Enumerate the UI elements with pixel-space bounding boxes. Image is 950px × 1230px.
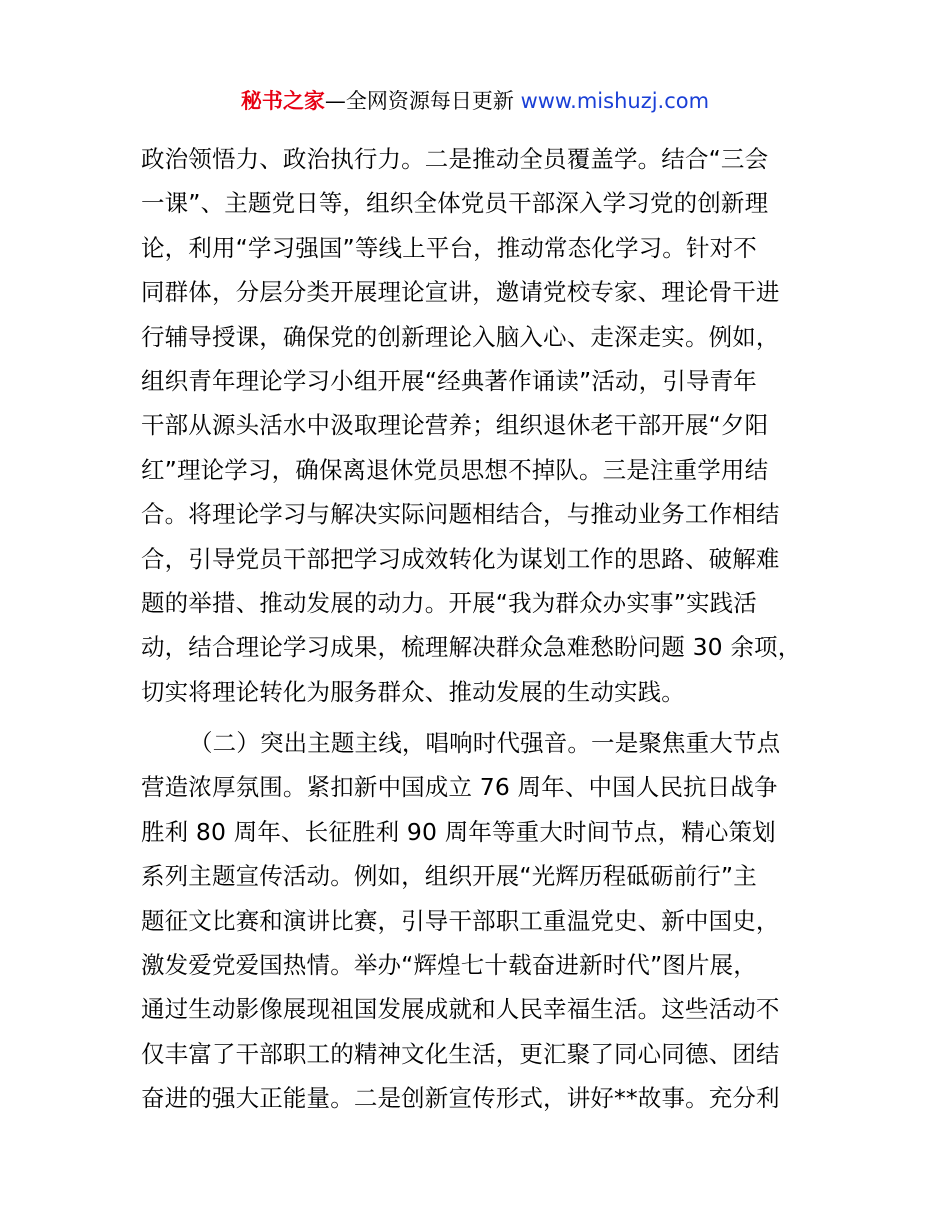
text-line: 系列主题宣传活动。例如，组织开展“光辉历程砥砺前行”主 <box>141 862 757 891</box>
text-line: 合。将理论学习与解决实际问题相结合，与推动业务工作相结 <box>141 500 780 529</box>
text-line: 同群体，分层分类开展理论宣讲，邀请党校专家、理论骨干进 <box>141 278 780 307</box>
text-line: 切实将理论转化为服务群众、推动发展的生动实践。 <box>141 677 685 706</box>
text-line: 组织青年理论学习小组开展“经典著作诵读”活动，引导青年 <box>141 366 757 395</box>
paragraph-1 <box>141 137 811 714</box>
text-line: 论，利用“学习强国”等线上平台，推动常态化学习。针对不 <box>141 233 757 262</box>
text-line: 营造浓厚氛围。紧扣新中国成立 76 周年、中国人民抗日战争 <box>141 773 778 802</box>
document-body <box>141 137 811 1121</box>
text-line: 奋进的强大正能量。二是创新宣传形式，讲好**故事。充分利 <box>141 1084 780 1113</box>
text-line: 题征文比赛和演讲比赛，引导干部职工重温党史、新中国史， <box>141 906 780 935</box>
text-line: 红”理论学习，确保离退休党员思想不掉队。三是注重学用结 <box>141 455 769 484</box>
text-line: 干部从源头活水中汲取理论营养；组织退休老干部开展“夕阳 <box>141 411 769 440</box>
paragraph-spacer <box>141 714 811 721</box>
header-brand: 秘书之家 <box>240 89 325 113</box>
text-line: 题的举措、推动发展的动力。开展“我为群众办实事”实践活 <box>141 588 757 617</box>
header-tagline: —全网资源每日更新 <box>324 89 514 113</box>
text-line: 仅丰富了干部职工的精神文化生活，更汇聚了同心同德、团结 <box>141 1039 780 1068</box>
text-line: 一课”、主题党日等，组织全体党员干部深入学习党的创新理 <box>141 189 769 218</box>
text-line: 激发爱党爱国热情。举办“辉煌七十载奋进新时代”图片展， <box>141 951 757 980</box>
page-header <box>0 86 950 116</box>
text-line: 通过生动影像展现祖国发展成就和人民幸福生活。这些活动不 <box>141 995 780 1024</box>
header-site-link[interactable]: www.mishuzj.com <box>520 89 710 113</box>
text-line: 政治领悟力、政治执行力。二是推动全员覆盖学。结合“三会 <box>141 145 769 173</box>
text-line: 动，结合理论学习成果，梳理解决群众急难愁盼问题 30 余项， <box>141 633 802 662</box>
text-line: 胜利 80 周年、长征胜利 90 周年等重大时间节点，精心策划 <box>141 817 776 846</box>
paragraph-2 <box>141 721 811 1121</box>
text-line: 合，引导党员干部把学习成效转化为谋划工作的思路、破解难 <box>141 544 780 573</box>
text-line: （二）突出主题主线，唱响时代强音。一是聚焦重大节点 <box>189 729 781 758</box>
text-line: 行辅导授课，确保党的创新理论入脑入心、走深走实。例如， <box>141 322 780 351</box>
